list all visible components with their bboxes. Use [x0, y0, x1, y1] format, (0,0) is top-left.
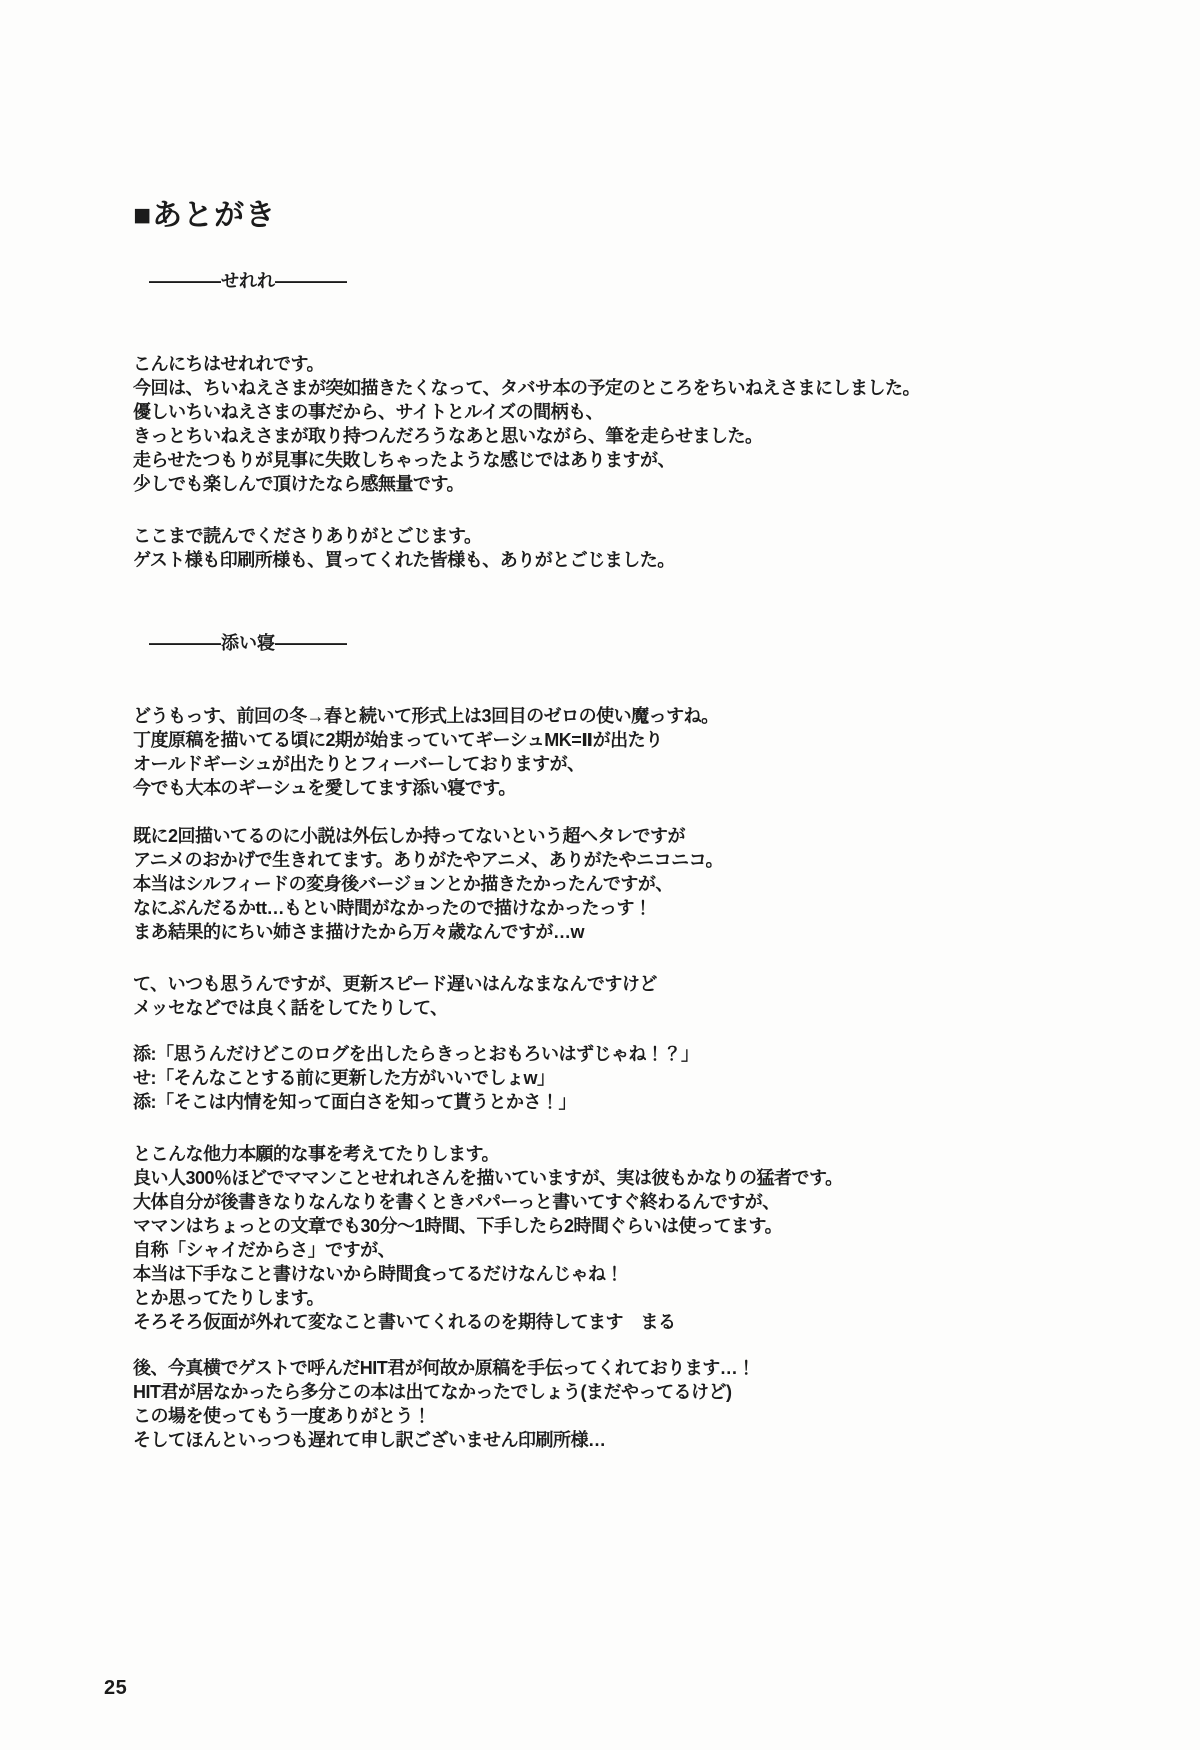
afterword-heading: ■あとがき — [133, 199, 277, 232]
text-line: とこんな他力本願的な事を考えてたりします。 — [133, 1144, 500, 1164]
text-line: オールドギーシュが出たりとフィーバーしておりますが、 — [133, 754, 585, 774]
paragraph — [133, 352, 1140, 496]
section-divider: ――――せれれ―――― — [149, 271, 347, 291]
text-line: なにぶんだるかtt…もとい時間がなかったので描けなかったっす！ — [133, 898, 652, 918]
paragraph — [133, 972, 1140, 1020]
text-line: 良い人300％ほどでママンことせれれさんを描いていますが、実は彼もかなりの猛者です。 — [133, 1168, 843, 1188]
text-line: どうもっす、前回の冬→春と続いて形式上は3回目のゼロの使い魔っすね。 — [133, 706, 719, 726]
text-line: 本当はシルフィードの変身後バージョンとか描きたかったんですが、 — [133, 874, 673, 894]
text-line: ここまで読んでくださりありがとごじます。 — [133, 526, 482, 546]
text-line: 既に2回描いてるのに小説は外伝しか持ってないという超ヘタレですが — [133, 826, 686, 846]
text-line: まあ結果的にちい姉さま描けたから万々歳なんですが…w — [133, 922, 584, 942]
text-line: 走らせたつもりが見事に失敗しちゃったような感じではありますが、 — [133, 450, 675, 470]
text-line: アニメのおかげで生きれてます。ありがたやアニメ、ありがたやニコニコ。 — [133, 850, 723, 870]
text-line: 自称「シャイだからさ」ですが、 — [133, 1240, 396, 1260]
text-line: 添:「思うんだけどこのログを出したらきっとおもろいはずじゃね！？」 — [133, 1044, 699, 1064]
text-line: HIT君が居なかったら多分この本は出てなかったでしょう(まだやってるけど) — [133, 1382, 732, 1402]
paragraph — [133, 1042, 1140, 1114]
paragraph — [133, 824, 1140, 944]
paragraph — [133, 1356, 1140, 1452]
text-line: こんにちはせれれです。 — [133, 354, 325, 374]
text-line: 大体自分が後書きなりなんなりを書くときパパーっと書いてすぐ終わるんですが、 — [133, 1192, 780, 1212]
paragraph — [133, 524, 1140, 572]
page-number: 25 — [104, 1677, 128, 1699]
text-line: メッセなどでは良く話をしてたりして、 — [133, 998, 448, 1018]
text-line: そろそろ仮面が外れて変なこと書いてくれるのを期待してます まる — [133, 1312, 676, 1332]
text-line: 少しでも楽しんで頂けたなら感無量です。 — [133, 474, 465, 494]
section-divider: ――――添い寝―――― — [149, 633, 347, 653]
paragraph — [133, 704, 1140, 800]
text-line: きっとちいねえさまが取り持つんだろうなあと思いながら、筆を走らせました。 — [133, 426, 763, 446]
text-line: とか思ってたりします。 — [133, 1288, 325, 1308]
text-line: この場を使ってもう一度ありがとう！ — [133, 1406, 431, 1426]
text-line: 本当は下手なこと書けないから時間食ってるだけなんじゃね！ — [133, 1264, 623, 1284]
text-line: 今回は、ちいねえさまが突如描きたくなって、タバサ本の予定のところをちいねえさまにしました。 — [133, 378, 920, 398]
text-line: せ:「そんなことする前に更新した方がいいでしょw」 — [133, 1068, 555, 1088]
text-line: て、いつも思うんですが、更新スピード遅いはんなまなんですけど — [133, 974, 657, 994]
text-line: 今でも大本のギーシュを愛してます添い寝です。 — [133, 778, 516, 798]
text-line: 後、今真横でゲストで呼んだHIT君が何故か原稿を手伝ってくれております…！ — [133, 1358, 755, 1378]
text-line: そしてほんといっつも遅れて申し訳ございません印刷所様… — [133, 1430, 606, 1450]
text-line: ママンはちょっとの文章でも30分～1時間、下手したら2時間ぐらいは使ってます。 — [133, 1216, 783, 1236]
text-line: ゲスト様も印刷所様も、買ってくれた皆様も、ありがとごじました。 — [133, 550, 675, 570]
text-line: 優しいちいねえさまの事だから、サイトとルイズの間柄も、 — [133, 402, 604, 422]
text-line: 添:「そこは内情を知って面白さを知って貰うとかさ！」 — [133, 1092, 576, 1112]
text-line: 丁度原稿を描いてる頃に2期が始まっていてギーシュMK=Ⅱが出たり — [133, 730, 663, 750]
paragraph — [133, 1142, 1140, 1334]
